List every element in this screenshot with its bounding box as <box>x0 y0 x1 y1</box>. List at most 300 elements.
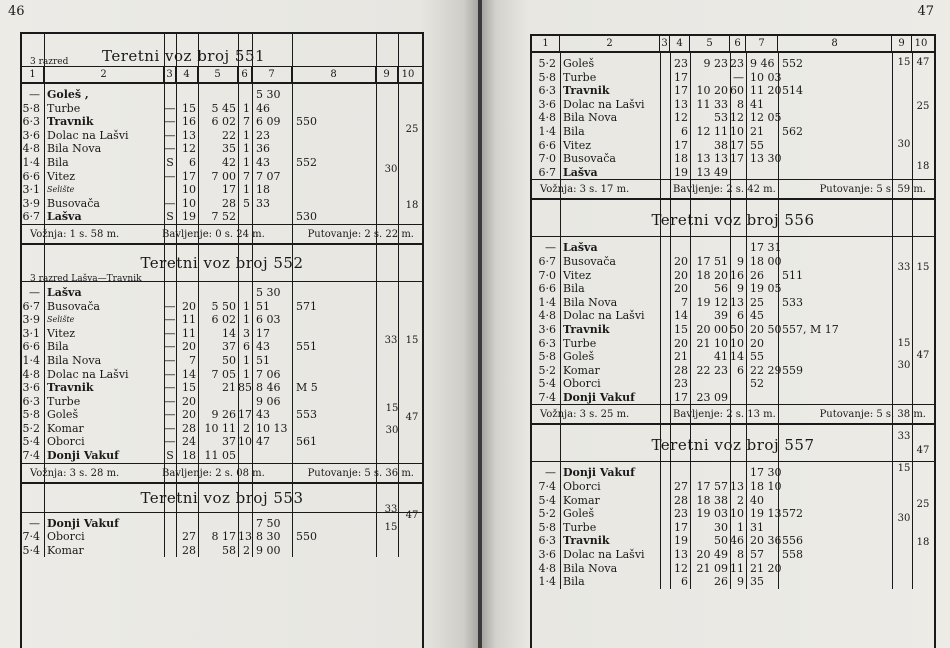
km-cell: 7·0 <box>538 268 556 282</box>
stop-cell: 5 <box>243 196 250 210</box>
table-row <box>532 548 934 562</box>
departure-cell: 51 <box>256 299 270 313</box>
crossing-cell <box>778 562 892 576</box>
summary-line <box>22 463 422 482</box>
table-row <box>22 381 422 395</box>
station-cell: Bila Nova <box>47 142 102 156</box>
crossing-cell: 559 <box>782 363 803 377</box>
crossing-cell: 553 <box>296 408 317 422</box>
table-row <box>532 152 934 166</box>
table-row <box>22 102 422 116</box>
train-557-section <box>532 425 934 588</box>
departure-cell: 21 <box>750 124 764 138</box>
km-cell: 7·4 <box>538 480 556 494</box>
station-cell: Selište <box>47 315 75 325</box>
run-time-cell: 7 <box>189 353 196 367</box>
stop-cell: 9 <box>737 282 744 296</box>
table-row <box>532 125 934 139</box>
crossing-cell <box>292 142 376 156</box>
stop-cell: 10 <box>730 336 744 350</box>
arrival-cell: 23 09 <box>696 390 728 404</box>
departure-cell: 18 10 <box>750 480 782 494</box>
stop-cell: 2 <box>737 493 744 507</box>
stop-cell: 13 <box>238 530 252 544</box>
total-time: Putovanje: 5 s. 38 m. <box>819 409 926 421</box>
note-col10: 47 <box>405 509 419 521</box>
departure-cell: 55 <box>750 138 764 152</box>
run-time-cell: 7 <box>681 295 688 309</box>
table-row <box>22 129 422 143</box>
stop-time: Bavljenje: 2 s. 08 m. <box>162 467 265 479</box>
crossing-cell <box>778 494 892 508</box>
rank-cell <box>660 57 670 71</box>
crossing-cell <box>778 391 892 405</box>
km-cell: 5·8 <box>538 520 556 534</box>
section-subtitle: 3 razred <box>30 57 69 67</box>
table-row <box>532 139 934 153</box>
departure-cell: 23 <box>256 128 270 142</box>
rank-cell <box>660 391 670 405</box>
departure-cell: 10 03 <box>750 70 782 84</box>
arrival-cell: 17 <box>222 183 236 197</box>
station-cell: Goleš <box>563 507 595 521</box>
station-cell: Vitez <box>563 138 591 152</box>
arrival-cell: 41 <box>714 350 728 364</box>
stop-cell <box>730 391 746 405</box>
arrival-cell: 58 <box>222 543 236 557</box>
stop-cell: 17 <box>238 408 252 422</box>
run-time-cell: 17 <box>674 138 688 152</box>
station-cell: Dolac na Lašvi <box>47 128 129 142</box>
rank-cell <box>660 534 670 548</box>
table-row <box>22 197 422 211</box>
station-cell: Oborci <box>563 377 601 391</box>
km-cell: 5·4 <box>538 377 556 391</box>
column-rule <box>892 200 893 423</box>
crossing-cell: 550 <box>296 530 317 544</box>
crossing-cell <box>292 197 376 211</box>
crossing-cell <box>778 575 892 589</box>
run-time-cell: 6 <box>681 124 688 138</box>
crossing-cell <box>778 282 892 296</box>
run-time-cell: 20 <box>182 408 196 422</box>
km-cell: 6·7 <box>22 210 40 224</box>
stop-cell: 1 <box>243 183 250 197</box>
station-cell: Turbe <box>563 520 597 534</box>
departure-cell: 5 30 <box>256 88 281 101</box>
km-cell: 6·3 <box>22 115 40 129</box>
run-time-cell: 13 <box>674 548 688 562</box>
station-cell: Bila <box>563 282 585 296</box>
km-cell: 7·4 <box>22 449 40 463</box>
station-cell: Goleš , <box>47 88 89 101</box>
note-col9: 33 <box>897 431 911 443</box>
departure-cell: 6 03 <box>256 313 281 327</box>
arrival-cell: 50 <box>714 534 728 548</box>
departure-cell: 6 09 <box>256 115 281 129</box>
rank-cell <box>660 241 670 255</box>
arrival-cell: 5 50 <box>211 299 236 313</box>
run-time-cell: 28 <box>674 493 688 507</box>
rank-cell <box>164 517 176 531</box>
departure-cell: 9 46 <box>750 57 775 70</box>
note-col10: 25 <box>916 101 930 112</box>
stop-cell: 1 <box>243 313 250 327</box>
crossing-cell <box>778 111 892 125</box>
station-cell: Oborci <box>563 480 601 494</box>
rank-cell <box>660 521 670 535</box>
arrival-cell: 22 <box>222 128 236 142</box>
rank-cell <box>660 309 670 323</box>
rank-cell: — <box>164 196 176 210</box>
stop-cell: 2 <box>243 421 250 435</box>
km-cell: 5·2 <box>538 507 556 521</box>
column-rule <box>164 34 165 243</box>
crossing-cell: 552 <box>296 155 317 169</box>
table-row <box>532 323 934 337</box>
km-cell: 3·1 <box>22 326 40 340</box>
rank-cell: — <box>164 435 176 449</box>
rank-cell <box>660 480 670 494</box>
departure-cell: 19 13 <box>750 507 782 521</box>
train-551-section <box>22 34 422 245</box>
column-rule <box>670 53 671 198</box>
crossing-cell <box>778 166 892 180</box>
crossing-cell <box>292 368 376 382</box>
crossing-cell: 533 <box>782 295 803 309</box>
table-row <box>532 562 934 576</box>
table-row <box>532 391 934 405</box>
crossing-cell <box>292 395 376 409</box>
km-cell: 6·3 <box>538 84 556 98</box>
stop-cell <box>730 466 746 480</box>
column-rule <box>398 484 399 558</box>
arrival-cell: 21 10 <box>696 336 728 350</box>
arrival-cell: 6 02 <box>211 313 236 327</box>
stop-cell: 9 <box>737 254 744 268</box>
column-rule <box>746 200 747 423</box>
col-header: 5 <box>198 67 238 82</box>
km-cell: 3·9 <box>22 196 40 210</box>
km-cell: 6·6 <box>538 138 556 152</box>
rank-cell <box>660 296 670 310</box>
arrival-cell: 18 20 <box>696 268 728 282</box>
station-cell: Turbe <box>563 70 597 84</box>
travel-time: Vožnja: 3 s. 25 m. <box>540 409 630 421</box>
km-cell: 6·7 <box>538 254 556 268</box>
stop-cell: 1 <box>243 155 250 169</box>
rank-cell <box>660 507 670 521</box>
crossing-cell <box>292 517 376 531</box>
departure-cell: 21 20 <box>750 561 782 575</box>
departure-cell: 10 13 <box>256 421 288 435</box>
departure-cell: 5 30 <box>256 285 281 299</box>
timetable-rows <box>22 513 422 558</box>
run-time-cell: 15 <box>674 322 688 336</box>
table-row <box>532 521 934 535</box>
station-cell: Dolac na Lašvi <box>563 97 645 111</box>
stop-cell <box>238 88 252 102</box>
crossing-cell <box>778 98 892 112</box>
km-cell: 5·4 <box>22 435 40 449</box>
run-time-cell: 19 <box>674 165 688 179</box>
arrival-cell: 5 45 <box>211 101 236 115</box>
departure-cell: 8 30 <box>256 530 281 544</box>
note-col9: 30 <box>385 424 399 436</box>
column-header <box>22 67 422 84</box>
stop-cell: 6 <box>737 309 744 323</box>
rank-cell: — <box>164 421 176 435</box>
station-cell: Busovača <box>563 152 616 166</box>
arrival-cell: 35 <box>222 142 236 156</box>
km-cell: 5·2 <box>538 363 556 377</box>
train-continuation-section <box>532 53 934 200</box>
column-rule <box>730 53 731 198</box>
column-rule <box>198 484 199 558</box>
run-time-cell: 27 <box>674 480 688 494</box>
stop-cell: 85 <box>238 381 252 395</box>
section-title: Teretni voz broj 557 <box>651 436 815 455</box>
stop-cell: 2 <box>243 543 250 557</box>
rank-cell <box>164 530 176 544</box>
crossing-cell: 557, M 17 <box>782 322 839 336</box>
col-header: 2 <box>560 36 660 51</box>
col-header: 9 <box>892 36 912 51</box>
km-cell: 3·6 <box>538 322 556 336</box>
section-title: Teretni voz broj 553 <box>140 488 304 507</box>
arrival-cell: 37 <box>222 340 236 354</box>
station-cell: Turbe <box>47 394 81 408</box>
table-row <box>22 313 422 327</box>
run-time-cell: 20 <box>674 254 688 268</box>
note-col9: 30 <box>897 513 911 525</box>
crossing-cell <box>292 286 376 300</box>
station-cell: Travnik <box>47 115 94 129</box>
crossing-cell <box>778 241 892 255</box>
station-cell: Bila Nova <box>47 353 102 367</box>
travel-time: Vožnja: 1 s. 58 m. <box>30 228 120 240</box>
crossing-cell: 530 <box>296 210 317 224</box>
column-rule <box>44 34 45 243</box>
run-time-cell: 15 <box>182 381 196 395</box>
station-cell: Lašva <box>47 285 82 299</box>
km-cell: — <box>29 88 40 101</box>
table-row <box>532 296 934 310</box>
travel-time: Vožnja: 3 s. 17 m. <box>540 184 630 196</box>
crossing-cell: 572 <box>782 507 803 521</box>
column-rule <box>560 53 561 198</box>
arrival-cell: 14 <box>222 326 236 340</box>
run-time-cell: 24 <box>182 435 196 449</box>
rank-cell <box>660 337 670 351</box>
departure-cell: 43 <box>256 155 270 169</box>
km-cell: 1·4 <box>538 295 556 309</box>
right-page <box>482 0 950 648</box>
note-col9: 30 <box>897 360 911 372</box>
station-cell: Bila Nova <box>563 295 618 309</box>
rank-cell: — <box>164 367 176 381</box>
timetable-frame <box>20 32 424 648</box>
departure-cell: 12 05 <box>750 111 782 125</box>
table-row <box>532 282 934 296</box>
train-553-section <box>22 484 422 558</box>
km-cell: 3·6 <box>22 128 40 142</box>
crossing-cell: 558 <box>782 548 803 562</box>
run-time-cell: 6 <box>681 575 688 589</box>
station-cell: Bila Nova <box>563 561 618 575</box>
column-rule <box>746 53 747 198</box>
column-rule <box>44 484 45 558</box>
column-rule <box>238 245 239 482</box>
km-cell: 5·2 <box>538 57 556 70</box>
note-col9: 15 <box>897 463 911 475</box>
table-row <box>532 255 934 269</box>
table-row <box>22 210 422 224</box>
arrival-cell: 19 12 <box>696 295 728 309</box>
station-cell: Goleš <box>47 408 79 422</box>
rank-cell: — <box>164 115 176 129</box>
arrival-cell: 37 <box>222 435 236 449</box>
station-cell: Vitez <box>563 268 591 282</box>
departure-cell: 17 30 <box>750 466 782 480</box>
departure-cell <box>746 166 778 180</box>
run-time-cell: 23 <box>674 507 688 521</box>
station-cell: Oborci <box>47 530 85 544</box>
crossing-cell: 562 <box>782 124 803 138</box>
rank-cell: S <box>166 210 174 224</box>
km-cell: 6·3 <box>538 336 556 350</box>
note-col10: 47 <box>916 350 930 362</box>
station-cell: Lašva <box>563 165 598 179</box>
note-col9: 30 <box>384 164 398 175</box>
station-cell: Vitez <box>47 326 75 340</box>
table-row <box>532 98 934 112</box>
stop-cell: 17 <box>730 138 744 152</box>
station-cell: Goleš <box>563 57 595 70</box>
page-number: 47 <box>917 4 934 19</box>
table-row <box>22 327 422 341</box>
km-cell: 6·6 <box>22 169 40 183</box>
arrival-cell: 13 49 <box>696 165 728 179</box>
rank-cell <box>660 269 670 283</box>
stop-cell: 7 <box>243 169 250 183</box>
table-row <box>22 408 422 422</box>
col-header: 2 <box>44 67 164 82</box>
run-time-cell: 20 <box>674 268 688 282</box>
rank-cell <box>660 282 670 296</box>
run-time-cell: 14 <box>674 309 688 323</box>
column-rule <box>398 245 399 482</box>
column-rule <box>670 425 671 588</box>
departure-cell: 36 <box>256 142 270 156</box>
column-rule <box>778 425 779 588</box>
run-time-cell: 17 <box>674 84 688 98</box>
column-rule <box>912 200 913 423</box>
departure-cell: 45 <box>750 309 764 323</box>
stop-cell: 16 <box>730 268 744 282</box>
total-time: Putovanje: 2 s. 22 m. <box>307 228 414 240</box>
note-col9: 15 <box>385 402 399 414</box>
note-col9: 15 <box>384 521 398 533</box>
crossing-cell <box>292 88 376 102</box>
run-time-cell: 13 <box>674 97 688 111</box>
column-rule <box>912 425 913 588</box>
column-rule <box>176 34 177 243</box>
stop-cell <box>730 241 746 255</box>
table-row <box>22 115 422 129</box>
km-cell: 3·1 <box>22 183 40 197</box>
column-rule <box>778 200 779 423</box>
table-row <box>22 435 422 449</box>
departure-cell: 55 <box>750 350 764 364</box>
station-cell: Travnik <box>563 84 610 98</box>
column-rule <box>690 53 691 198</box>
crossing-cell <box>778 139 892 153</box>
run-time-cell: 10 <box>182 183 196 197</box>
run-time-cell: 19 <box>182 210 196 224</box>
table-row <box>22 422 422 436</box>
km-cell: 5·8 <box>538 70 556 84</box>
col-header: 1 <box>532 36 560 51</box>
stop-cell: 13 <box>730 295 744 309</box>
stop-cell <box>238 395 252 409</box>
km-cell: 3·9 <box>22 313 40 327</box>
table-row <box>532 493 934 511</box>
crossing-cell: 571 <box>296 299 317 313</box>
run-time-cell: 17 <box>674 520 688 534</box>
table-row <box>532 350 934 364</box>
arrival-cell: 18 38 <box>696 493 728 507</box>
crossing-cell <box>292 449 376 463</box>
summary-line <box>532 404 934 423</box>
station-cell: Dolac na Lašvi <box>47 367 129 381</box>
table-row <box>532 57 934 71</box>
rank-cell: S <box>166 449 174 463</box>
rank-cell <box>660 377 670 391</box>
run-time-cell: 17 <box>182 169 196 183</box>
stop-cell: — <box>733 70 744 84</box>
rank-cell: — <box>164 101 176 115</box>
run-time-cell: 19 <box>674 534 688 548</box>
col-header: 8 <box>292 67 376 82</box>
rank-cell <box>660 548 670 562</box>
crossing-cell <box>292 129 376 143</box>
departure-cell: 43 <box>256 340 270 354</box>
arrival-cell <box>690 71 730 85</box>
timetable-rows <box>532 53 934 179</box>
departure-cell: 20 36 <box>750 534 782 548</box>
stop-cell <box>730 377 746 391</box>
col-header: 6 <box>238 67 252 82</box>
table-row <box>22 544 422 558</box>
station-cell: Selište <box>47 185 75 195</box>
stop-cell: 14 <box>730 350 744 364</box>
km-cell: — <box>545 466 556 480</box>
station-cell: Busovača <box>47 196 100 210</box>
km-cell: 7·4 <box>538 390 556 404</box>
run-time-cell: 27 <box>182 530 196 544</box>
timetable-rows <box>532 237 934 404</box>
run-time-cell: 20 <box>182 394 196 408</box>
column-rule <box>44 245 45 482</box>
arrival-cell <box>690 377 730 391</box>
km-cell: 5·8 <box>538 350 556 364</box>
crossing-cell: 551 <box>296 340 317 354</box>
departure-cell: 43 <box>256 408 270 422</box>
column-rule <box>690 200 691 423</box>
col-header: 7 <box>746 36 778 51</box>
run-time-cell: 18 <box>674 152 688 166</box>
